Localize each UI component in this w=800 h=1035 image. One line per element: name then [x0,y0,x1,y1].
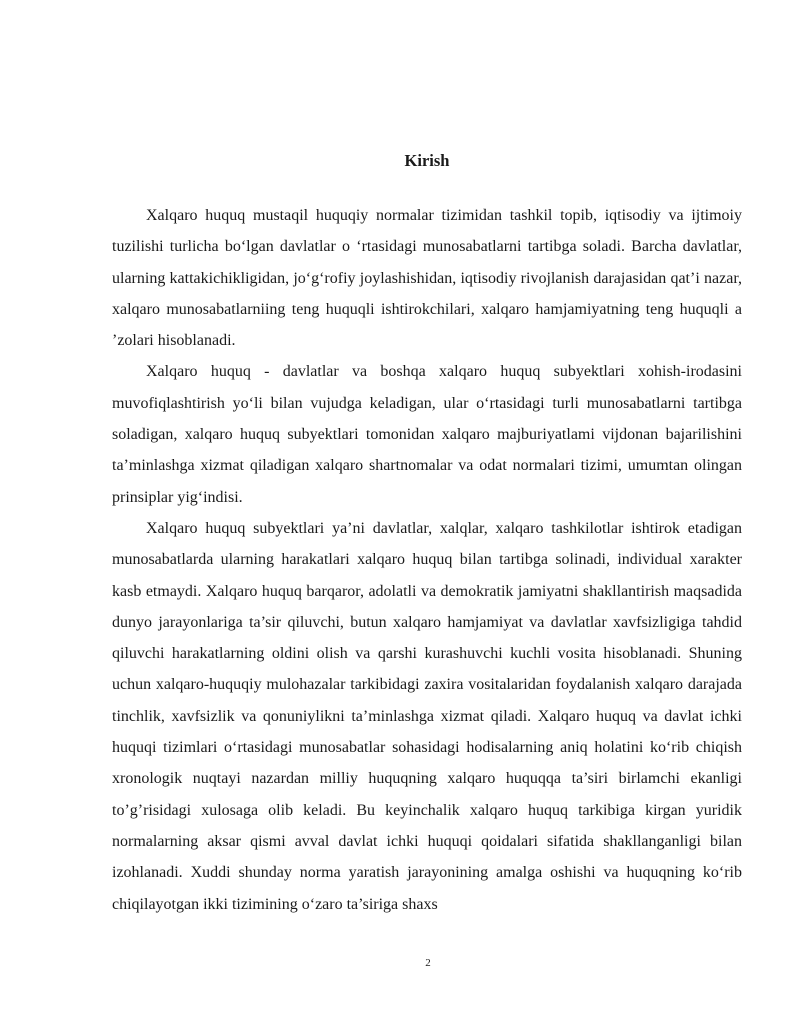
paragraph-3: Xalqaro huquq subyektlari ya’ni davlatlar, xalqlar, xalqaro tashkilotlar ishtirok etadigan munosabatlarda ularning harakatlari xalqaro huquq bilan tartibga solinadi, individual xarakter kasb etmaydi. Xalqaro huquq barqaror, adolatli va demokratik jamiyatni shakllantirish maqsadida dunyo jarayonlariga ta’sir qiluvchi, butun xalqaro hamjamiyat va davlatlar xavfsizligiga tahdid qiluvchi harakatlarning oldini olish va qarshi kurashuvchi kuchli vosita hisoblanadi. Shuning uchun xalqaro-huquqiy mulohazalar tarkibidagi zaxira vositalaridan foydalanish xalqaro darajada tinchlik, xavfsizlik va qonuniylikni ta’minlashga xizmat qiladi. Xalqaro huquq va davlat ichki huquqi tizimlari o‘rtasidagi munosabatlar sohasidagi hodisalarning aniq holatini ko‘rib chiqish xronologik nuqtayi nazardan milliy huquqning xalqaro huquqqa ta’siri birlamchi ekanligi to’g’risidagi xulosaga olib keladi. Bu keyinchalik xalqaro huquq tarkibiga kirgan yuridik normalarning aksar qismi avval davlat ichki huquqi qoidalari sifatida shakllanganligi bilan izohlanadi. Xuddi shunday norma yaratish jarayonining amalga oshishi va huquqning ko‘rib chiqilayotgan ikki tizimining o‘zaro ta’siriga shaxs [112,519,742,913]
paragraph-2: Xalqaro huquq - davlatlar va boshqa xalqaro huquq subyektlari xohish-irodasini muvofiqlashtirish yo‘li bilan vujudga keladigan, ular o‘rtasidagi turli munosabatlarni tartibga soladigan, xalqaro huquq subyektlari tomonidan xalqaro majburiyatlami vijdonan bajarilishini ta’minlashga xizmat qiladigan xalqaro shartnomalar va odat normalari tizimi, umumtan olingan prinsiplar yig‘indisi. [112,363,742,506]
body-text [112,200,742,920]
page-number: 2 [425,957,431,969]
paragraph-1: Xalqaro huquq mustaqil huquqiy normalar tizimidan tashkil topib, iqtisodiy va ijtimoiy tuzilishi turlicha bo‘lgan davlatlar o ‘rtasidagi munosabatlarni tartibga soladi. Barcha davlatlar, ularning kattakichikligidan, jo‘g‘rofiy joylashishidan, iqtisodiy rivojlanish darajasidan qat’i nazar, xalqaro munosabatlarniing teng huquqli ishtirokchilari, xalqaro hamjamiyatning teng huquqli a ’zolari hisoblanadi. [112,207,742,350]
page-title: Kirish [404,151,450,170]
